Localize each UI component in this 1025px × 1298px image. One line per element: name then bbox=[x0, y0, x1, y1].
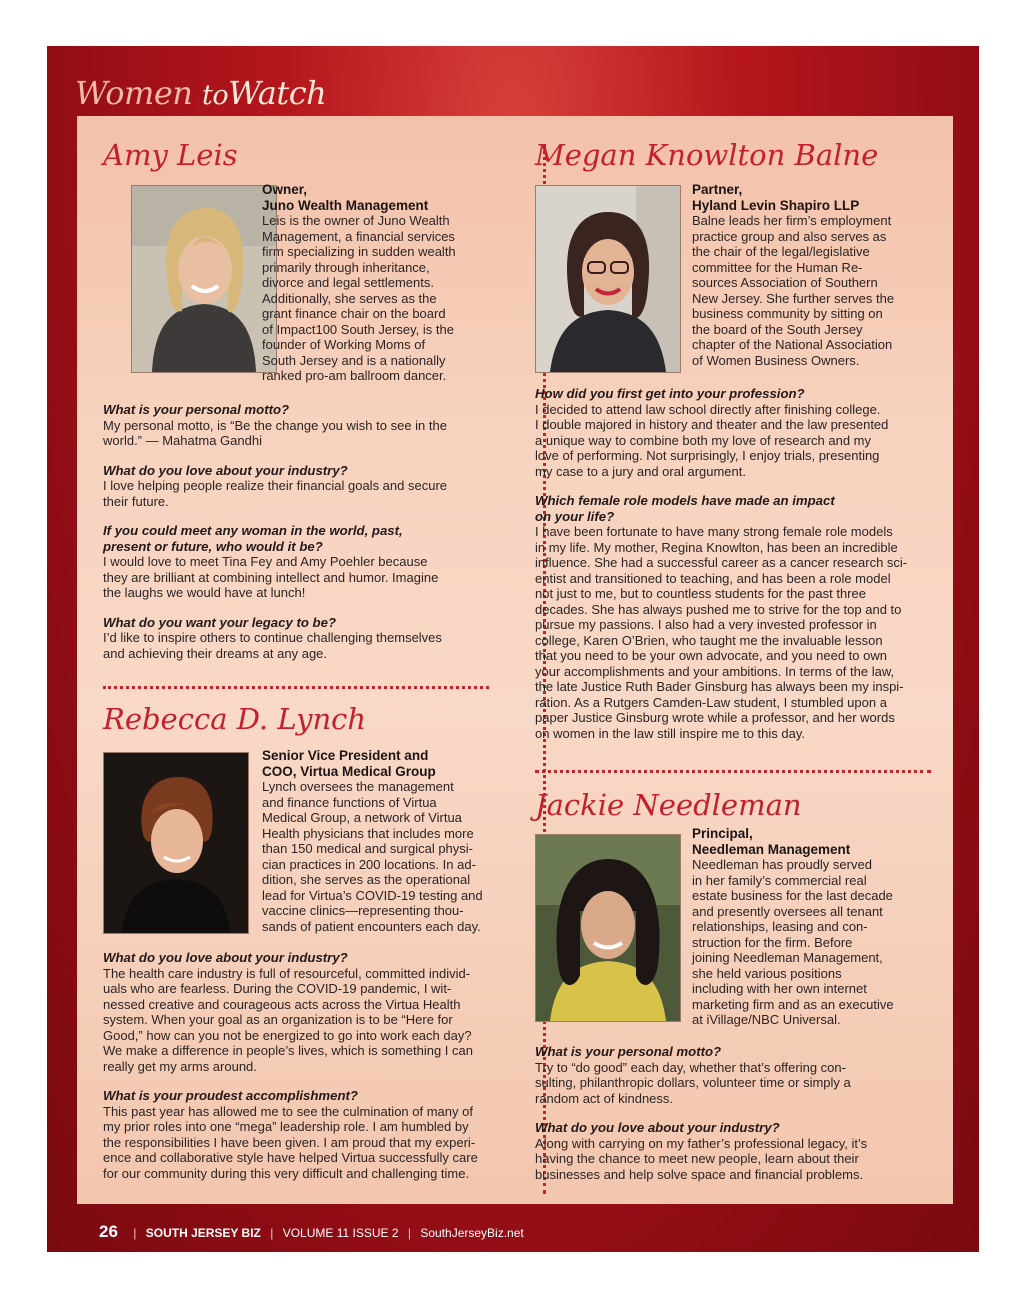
bio-line: Additionally, she serves as the bbox=[262, 290, 437, 306]
answer-line: My personal motto, is “Be the change you wish to see in the bbox=[103, 417, 447, 433]
magazine-name: SOUTH JERSEY BIZ bbox=[145, 1226, 261, 1240]
answer-line: that you need to be your own advocate, and you need to own bbox=[535, 648, 887, 663]
bio-line: estate business for the last decade bbox=[692, 888, 893, 904]
answer-line: a unique way to combine both my love of research and my bbox=[535, 432, 872, 448]
role-title: Owner, bbox=[262, 182, 308, 197]
answer-line: I have been fortunate to have many strong female role models bbox=[535, 524, 893, 539]
qa-block bbox=[535, 1044, 955, 1106]
bio-line: Health physicians that includes more bbox=[262, 825, 474, 841]
bio-line: joining Needleman Management, bbox=[692, 950, 883, 966]
answer-line: random act of kindness. bbox=[535, 1090, 674, 1106]
answer-line: Good,” how can you not be energized to go into work each day? bbox=[103, 1027, 472, 1043]
role-company: Juno Wealth Management bbox=[262, 197, 429, 213]
answer-line: the laughs we would have at lunch! bbox=[103, 585, 306, 600]
qa-block bbox=[103, 950, 523, 1074]
answer-line: their future. bbox=[103, 493, 169, 509]
bio-text bbox=[262, 213, 482, 384]
page-number: 26 bbox=[99, 1222, 118, 1241]
qa-block bbox=[535, 493, 955, 741]
bio-text bbox=[262, 779, 502, 934]
answer-line: love of performing. Not surprisingly, I enjoy trials, presenting bbox=[535, 448, 880, 463]
website-link[interactable]: SouthJerseyBiz.net bbox=[420, 1226, 524, 1240]
qa-megan-balne bbox=[535, 386, 955, 755]
answer-line: influence. She had a successful career as a cancer research sci- bbox=[535, 555, 908, 570]
bio-line: dition, she serves as the operational bbox=[262, 872, 471, 888]
bio-line: founder of Working Moms of bbox=[262, 337, 426, 353]
question-line: What do you love about your industry? bbox=[103, 462, 348, 478]
qa-block bbox=[103, 615, 523, 662]
portrait-rebecca-lynch bbox=[103, 752, 249, 934]
question-line: on your life? bbox=[535, 508, 615, 524]
portrait-amy-leis bbox=[131, 185, 277, 373]
portrait-jackie-needleman bbox=[535, 834, 681, 1022]
profile-name: Amy Leis bbox=[103, 138, 238, 172]
answer-line: for our community during this very difficult and challenging time. bbox=[103, 1165, 470, 1181]
bio-line: including with her own internet bbox=[692, 981, 867, 997]
answer-line: We make a difference in people’s lives, which is something I can bbox=[103, 1043, 473, 1058]
answer-line: college, Karen O’Brien, who taught me the invaluable lesson bbox=[535, 632, 883, 648]
bio-line: relationships, leasing and con- bbox=[692, 919, 868, 935]
bio-line: Management, a financial services bbox=[262, 228, 455, 244]
qa-block bbox=[535, 1120, 955, 1182]
role-rebecca-lynch bbox=[262, 748, 502, 934]
bio-line: business community by sitting on bbox=[692, 306, 883, 322]
content-panel bbox=[77, 116, 953, 1204]
answer-line: paper Justice Ginsburg wrote while a professor, and her words bbox=[535, 710, 895, 725]
bio-line: the board of the South Jersey bbox=[692, 321, 863, 337]
answer-line: and achieving their dreams at any age. bbox=[103, 645, 328, 661]
answer-line: your accomplishments and your ambitions. In terms of the law, bbox=[535, 663, 895, 679]
answer-line: businesses and help solve space and financial problems. bbox=[535, 1166, 864, 1182]
bio-text bbox=[692, 213, 932, 368]
answer-line: system. When your goal as an organization is to be “Here for bbox=[103, 1012, 453, 1027]
answer-line: really get my arms around. bbox=[103, 1058, 257, 1074]
question-line: present or future, who would it be? bbox=[103, 538, 323, 554]
question-line: How did you first get into your profession? bbox=[535, 386, 805, 401]
role-company: Needleman Management bbox=[692, 841, 851, 857]
profile-jackie-needleman bbox=[535, 788, 955, 822]
bio-line: at iVillage/NBC Universal. bbox=[692, 1012, 841, 1028]
bio-line: Balne leads her firm’s employment bbox=[692, 213, 892, 229]
question-line: Which female role models have made an impact bbox=[535, 493, 835, 508]
qa-block bbox=[535, 386, 955, 479]
answer-line: Along with carrying on my father’s professional legacy, it’s bbox=[535, 1135, 868, 1151]
bio-line: grant finance chair on the board bbox=[262, 306, 446, 322]
bio-line: primarily through inheritance, bbox=[262, 259, 430, 275]
qa-rebecca-lynch bbox=[103, 950, 523, 1195]
answer-line: not just to me, but to countless students for the past three bbox=[535, 586, 866, 601]
bio-line: sources Association of Southern bbox=[692, 275, 878, 291]
answer-line: my prior roles into one “mega” leadership role. I am humbled by bbox=[103, 1119, 469, 1134]
bio-line: firm specializing in sudden wealth bbox=[262, 244, 456, 260]
qa-amy-leis bbox=[103, 402, 523, 675]
issue-info: VOLUME 11 ISSUE 2 bbox=[282, 1226, 399, 1240]
question-line: If you could meet any woman in the world, past, bbox=[103, 523, 403, 538]
profile-name: Rebecca D. Lynch bbox=[103, 702, 367, 736]
bio-line: the chair of the legal/legislative bbox=[692, 244, 870, 260]
answer-line: ence and collaborative style have helped Virtua successfully care bbox=[103, 1150, 478, 1165]
profile-amy-leis bbox=[103, 138, 523, 172]
qa-jackie-needleman bbox=[535, 1044, 955, 1196]
role-jackie-needleman bbox=[692, 826, 932, 1028]
bio-line: chapter of the National Association bbox=[692, 337, 893, 353]
qa-block bbox=[103, 1088, 523, 1181]
profile-megan-balne bbox=[535, 138, 955, 172]
role-company: COO, Virtua Medical Group bbox=[262, 763, 436, 779]
answer-line: entist and transitioned to teaching, and has been a role model bbox=[535, 570, 891, 586]
role-title: Partner, bbox=[692, 182, 743, 197]
question-line: What do you want your legacy to be? bbox=[103, 614, 336, 630]
bio-line: than 150 medical and surgical physi- bbox=[262, 841, 474, 857]
answer-line: the responsibilities I have been given. I am proud that my experi- bbox=[103, 1134, 476, 1150]
bio-line: Needleman has proudly served bbox=[692, 857, 872, 873]
answer-line: in my life. My mother, Regina Knowlton, has been an incredible bbox=[535, 539, 898, 555]
header-to: to bbox=[202, 80, 229, 111]
profile-name: Megan Knowlton Balne bbox=[535, 138, 879, 172]
qa-block bbox=[103, 523, 523, 601]
bio-line: Lynch oversees the management bbox=[262, 779, 454, 795]
page-footer: 26 | SOUTH JERSEY BIZ | VOLUME 11 ISSUE 2 | SouthJerseyBiz.net bbox=[99, 1222, 524, 1241]
question-line: What is your personal motto? bbox=[103, 402, 290, 417]
profile-rebecca-lynch bbox=[103, 702, 523, 736]
answer-line: I would love to meet Tina Fey and Amy Poehler because bbox=[103, 554, 428, 569]
role-company: Hyland Levin Shapiro LLP bbox=[692, 197, 860, 213]
bio-line: vaccine clinics—representing thou- bbox=[262, 903, 464, 919]
answer-line: having the chance to meet new people, learn about their bbox=[535, 1151, 859, 1166]
answer-line: they are brilliant at combining intellect and humor. Imagine bbox=[103, 569, 439, 585]
bio-line: she held various positions bbox=[692, 965, 842, 981]
answer-line: uals who are fearless. During the COVID-19 pandemic, I wit- bbox=[103, 981, 452, 996]
answer-line: world.” — Mahatma Gandhi bbox=[103, 433, 262, 448]
bio-line: sands of patient encounters each day. bbox=[262, 918, 481, 934]
profile-name: Jackie Needleman bbox=[535, 788, 802, 822]
answer-line: I double majored in history and theater and the law presented bbox=[535, 417, 889, 432]
bio-text bbox=[692, 857, 932, 1028]
role-megan-balne bbox=[692, 182, 932, 368]
bio-line: cian practices in 200 locations. In ad- bbox=[262, 856, 476, 872]
answer-line: on women in the law still inspire me to this day. bbox=[535, 725, 805, 741]
bio-line: of Women Business Owners. bbox=[692, 352, 860, 368]
bio-line: practice group and also serves as bbox=[692, 228, 887, 244]
bio-line: Leis is the owner of Juno Wealth bbox=[262, 213, 450, 229]
answer-line: decades. She has always pushed me to strive for the top and to bbox=[535, 601, 902, 617]
bio-line: Medical Group, a network of Virtua bbox=[262, 810, 462, 826]
bio-line: of Impact100 South Jersey, is the bbox=[262, 321, 454, 337]
question-line: What do you love about your industry? bbox=[103, 950, 348, 965]
question-line: What is your proudest accomplishment? bbox=[103, 1088, 358, 1103]
answer-line: I decided to attend law school directly after finishing college. bbox=[535, 401, 881, 417]
row-divider-right bbox=[535, 770, 931, 773]
bio-line: committee for the Human Re- bbox=[692, 259, 863, 275]
bio-line: South Jersey and is a nationally bbox=[262, 352, 446, 368]
row-divider-left bbox=[103, 686, 489, 689]
answer-line: Try to “do good” each day, whether that’s offering con- bbox=[535, 1059, 846, 1075]
answer-line: I love helping people realize their financial goals and secure bbox=[103, 478, 447, 493]
role-amy-leis bbox=[262, 182, 482, 384]
answer-line: The health care industry is full of resourceful, committed individ- bbox=[103, 965, 471, 981]
question-line: What is your personal motto? bbox=[535, 1044, 722, 1059]
bio-line: divorce and legal settlements. bbox=[262, 275, 434, 291]
section-header bbox=[75, 74, 326, 112]
answer-line: nessed creative and courageous acts across the Virtua Health bbox=[103, 996, 461, 1012]
bio-line: marketing firm and as an executive bbox=[692, 996, 894, 1012]
role-title: Senior Vice President and bbox=[262, 748, 429, 763]
qa-block bbox=[103, 402, 523, 449]
answer-line: ration. As a Rutgers Camden-Law student, I stumbled upon a bbox=[535, 694, 887, 710]
bio-line: in her family’s commercial real bbox=[692, 872, 867, 888]
portrait-megan-balne bbox=[535, 185, 681, 373]
bio-line: and finance functions of Virtua bbox=[262, 794, 437, 810]
qa-block bbox=[103, 463, 523, 510]
bio-line: and presently oversees all tenant bbox=[692, 903, 883, 919]
header-watch: Watch bbox=[228, 74, 327, 112]
role-title: Principal, bbox=[692, 826, 753, 841]
answer-line: pursue my passions. I also had a very invested professor in bbox=[535, 617, 877, 632]
answer-line: my case to a jury and oral argument. bbox=[535, 463, 746, 479]
bio-line: New Jersey. She further serves the bbox=[692, 290, 895, 306]
answer-line: sulting, philanthropic dollars, volunteer time or simply a bbox=[535, 1075, 851, 1090]
bio-line: struction for the firm. Before bbox=[692, 934, 853, 950]
page-background bbox=[47, 46, 979, 1252]
answer-line: I’d like to inspire others to continue challenging themselves bbox=[103, 630, 442, 645]
question-line: What do you love about your industry? bbox=[535, 1120, 780, 1135]
answer-line: This past year has allowed me to see the culmination of many of bbox=[103, 1103, 473, 1119]
bio-line: lead for Virtua’s COVID-19 testing and bbox=[262, 887, 483, 903]
header-women: Women bbox=[75, 74, 193, 112]
answer-line: the late Justice Ruth Bader Ginsburg has always been my inspi- bbox=[535, 679, 904, 694]
bio-line: ranked pro-am ballroom dancer. bbox=[262, 368, 447, 384]
